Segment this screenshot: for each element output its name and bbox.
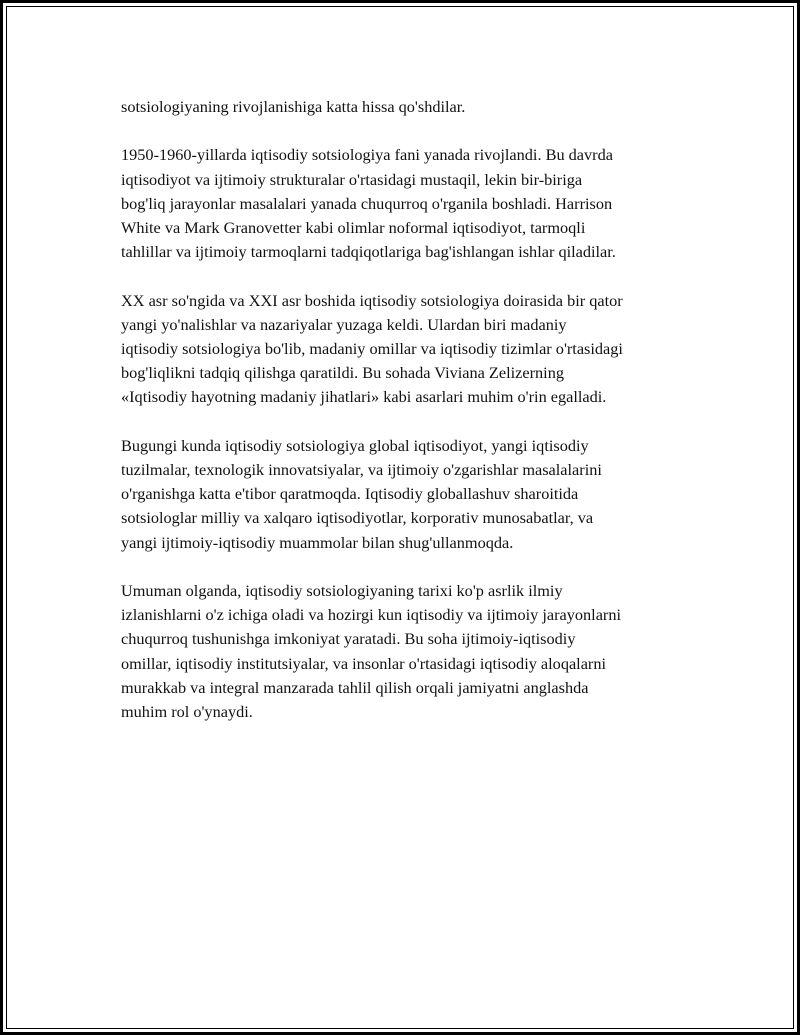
- paragraph-line: tuzilmalar, texnologik innovatsiyalar, va ijtimoiy o'zgarishlar masalalarini: [121, 460, 602, 479]
- paragraph-line: XX asr so'ngida va XXI asr boshida iqtisodiy sotsiologiya doirasida bir qator: [121, 290, 623, 310]
- paragraph-line: chuqurroq tushunishga imkoniyat yaratadi. Bu soha ijtimoiy-iqtisodiy: [121, 629, 576, 649]
- paragraph-line: murakkab va integral manzarada tahlil qilish orqali jamiyatni anglashda: [121, 677, 589, 697]
- paragraph-line: iqtisodiyot va ijtimoiy strukturalar o'rtasidagi mustaqil, lekin bir-biriga: [121, 169, 583, 189]
- paragraph-line: «Iqtisodiy hayotning madaniy jihatlari» kabi asarlari muhim o'rin egalladi.: [121, 387, 607, 407]
- paragraph-line: omillar, iqtisodiy institutsiyalar, va insonlar o'rtasidagi iqtisodiy aloqalarni: [121, 653, 607, 673]
- paragraph-line: sotsiologiyaning rivojlanishiga katta hissa qo'shdilar.: [121, 97, 466, 116]
- paragraph-line: yangi ijtimoiy-iqtisodiy muammolar bilan shug'ullanmoqda.: [121, 532, 514, 552]
- paragraph-line: White va Mark Granovetter kabi olimlar noformal iqtisodiyot, tarmoqli: [121, 218, 586, 237]
- paragraph-2: [121, 143, 701, 264]
- paragraph-line: iqtisodiy sotsiologiya bo'lib, madaniy omillar va iqtisodiy tizimlar o'rtasidagi: [121, 339, 623, 358]
- paragraph-line: sotsiologlar milliy va xalqaro iqtisodiyotlar, korporativ munosabatlar, va: [121, 508, 594, 528]
- paragraph-line: izlanishlarni o'z ichiga oladi va hozirgi kun iqtisodiy va ijtimoiy jarayonlarni: [121, 605, 622, 625]
- paragraph-1: [121, 95, 701, 119]
- paragraph-4: [121, 434, 701, 555]
- paragraph-line: tahlillar va ijtimoiy tarmoqlarni tadqiqotlariga bag'ishlangan ishlar qiladilar.: [121, 242, 616, 262]
- paragraph-5: [121, 579, 701, 724]
- document-body: [121, 95, 701, 748]
- paragraph-line: 1950-1960-yillarda iqtisodiy sotsiologiya fani yanada rivojlandi. Bu davrda: [121, 145, 613, 165]
- paragraph-line: Umuman olganda, iqtisodiy sotsiologiyaning tarixi ko'p asrlik ilmiy: [121, 581, 563, 600]
- paragraph-line: bog'liqlikni tadqiq qilishga qaratildi. Bu sohada Viviana Zelizerning: [121, 363, 564, 383]
- paragraph-line: muhim rol o'ynaydi.: [121, 702, 253, 722]
- paragraph-line: o'rganishga katta e'tibor qaratmoqda. Iqtisodiy globallashuv sharoitida: [121, 484, 579, 504]
- paragraph-line: bog'liq jarayonlar masalalari yanada chuqurroq o'rganila boshladi. Harrison: [121, 193, 613, 213]
- paragraph-line: yangi yo'nalishlar va nazariyalar yuzaga keldi. Ulardan biri madaniy: [121, 314, 567, 334]
- paragraph-3: [121, 289, 701, 410]
- paragraph-line: Bugungi kunda iqtisodiy sotsiologiya global iqtisodiyot, yangi iqtisodiy: [121, 435, 589, 455]
